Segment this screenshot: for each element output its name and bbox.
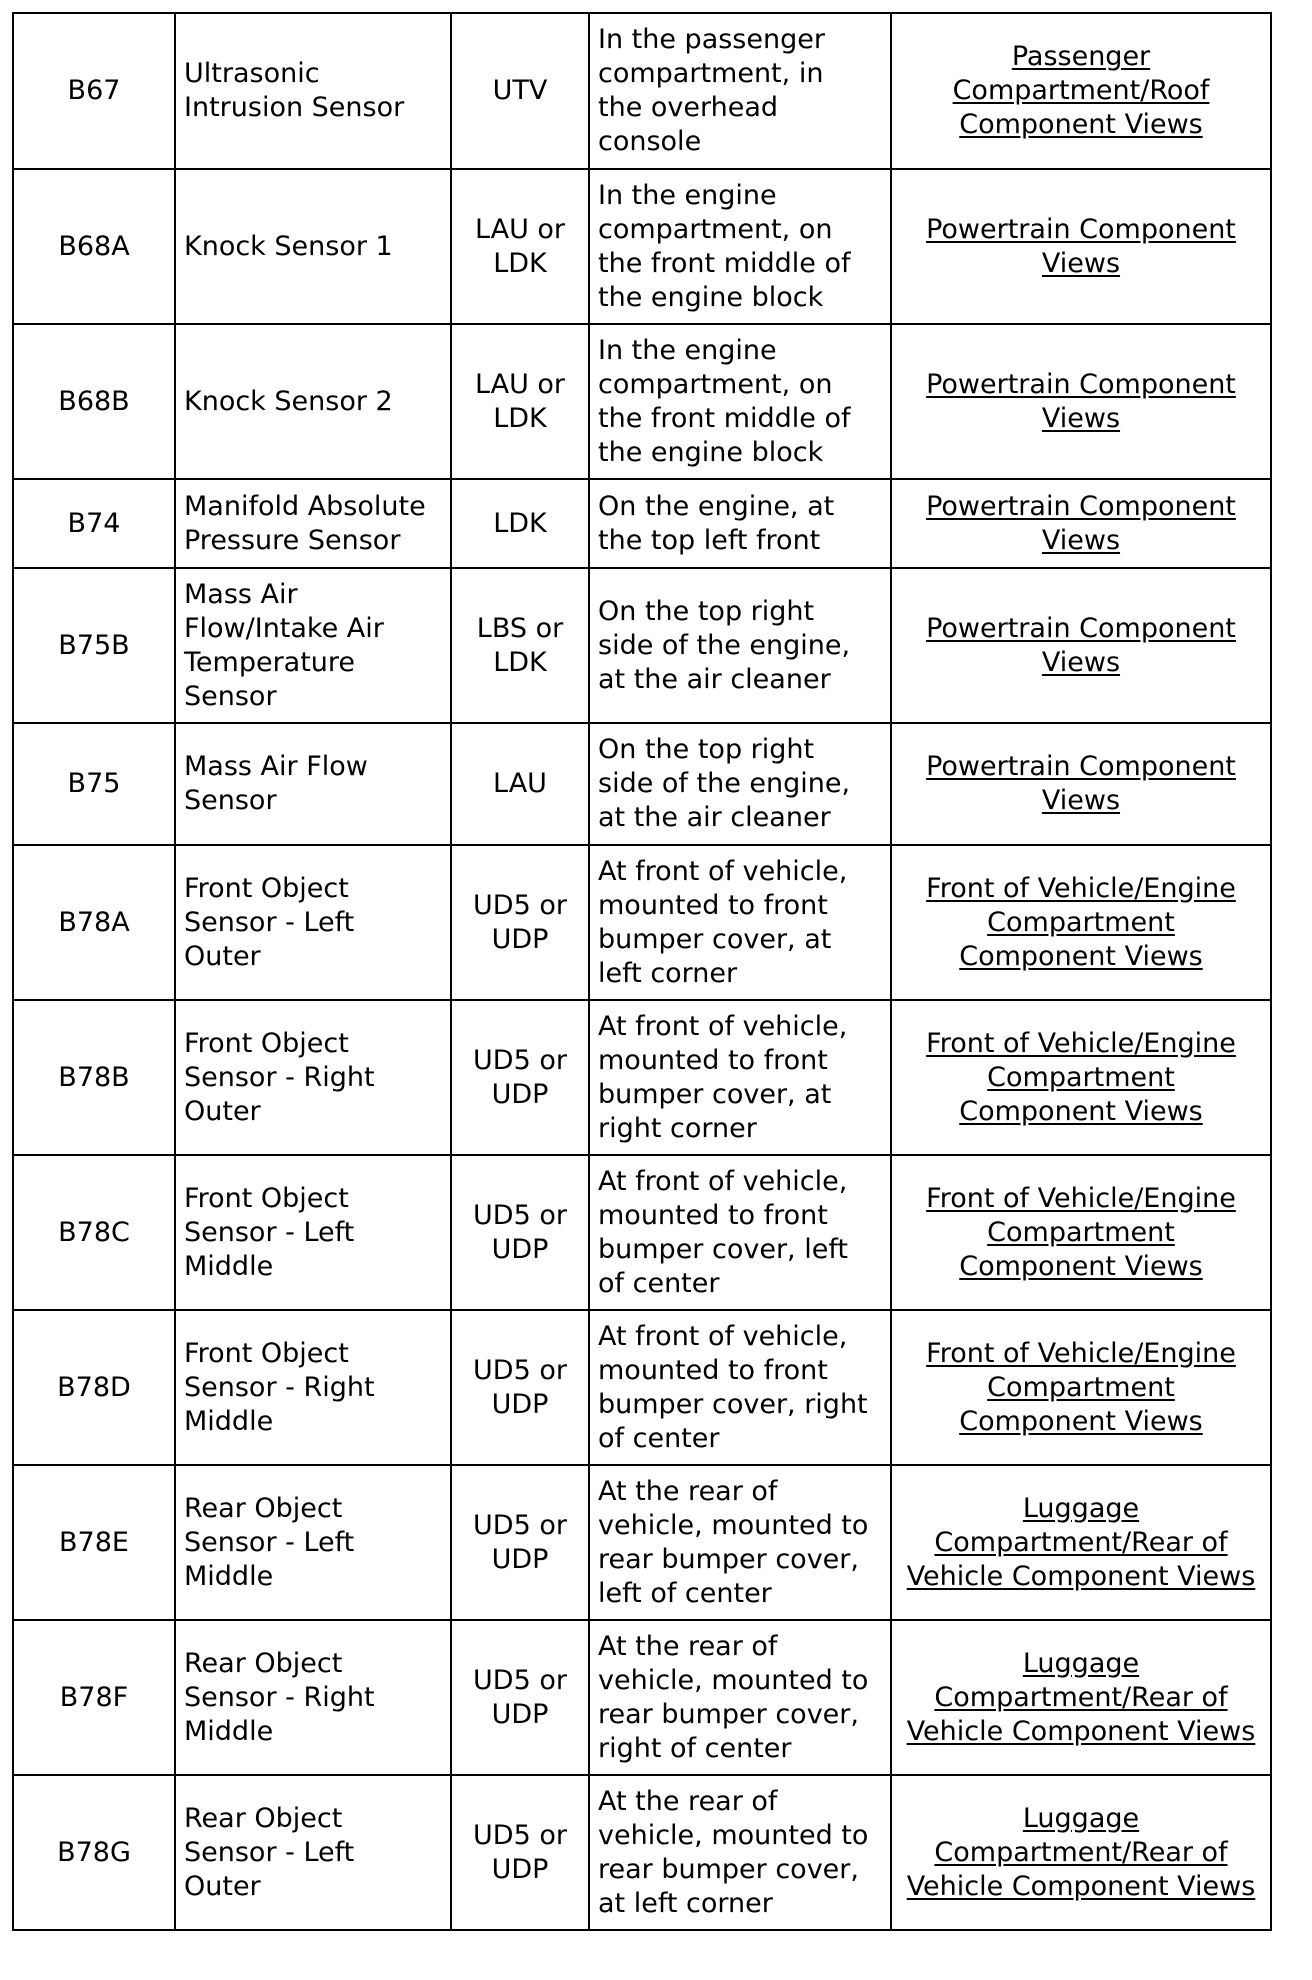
component-view-cell bbox=[891, 1620, 1271, 1775]
component-name-cell bbox=[175, 1775, 451, 1930]
location-cell bbox=[589, 1310, 891, 1465]
component-code-cell bbox=[13, 1465, 175, 1620]
table-row bbox=[13, 169, 1271, 324]
option-code-text: UD5 or UDP bbox=[473, 1354, 567, 1420]
component-code-text: B78D bbox=[57, 1371, 131, 1403]
component-code-text: B68B bbox=[58, 385, 130, 417]
component-code-text: B78G bbox=[57, 1836, 131, 1868]
option-code-cell bbox=[451, 479, 589, 568]
location-cell bbox=[589, 479, 891, 568]
component-view-cell bbox=[891, 479, 1271, 568]
component-code-cell bbox=[13, 1620, 175, 1775]
table-row bbox=[13, 723, 1271, 845]
location-text: On the engine, at the top left front bbox=[598, 490, 835, 556]
location-text: At front of vehicle, mounted to front bumper cover, at left corner bbox=[598, 855, 848, 989]
component-name-text: Front Object Sensor - Left Outer bbox=[184, 872, 355, 972]
option-code-cell bbox=[451, 1310, 589, 1465]
component-view-link[interactable]: Front of Vehicle/Engine Compartment Component Views bbox=[926, 1182, 1236, 1282]
component-name-cell bbox=[175, 845, 451, 1000]
component-code-cell bbox=[13, 568, 175, 723]
option-code-cell bbox=[451, 324, 589, 479]
location-cell bbox=[589, 568, 891, 723]
component-view-link[interactable]: Front of Vehicle/Engine Compartment Component Views bbox=[926, 1027, 1236, 1127]
option-code-text: UD5 or UDP bbox=[473, 1819, 567, 1885]
location-text: In the engine compartment, on the front middle of the engine block bbox=[598, 179, 851, 313]
option-code-text: LAU or LDK bbox=[474, 213, 566, 279]
option-code-text: UD5 or UDP bbox=[473, 1044, 567, 1110]
component-name-cell bbox=[175, 1310, 451, 1465]
component-code-text: B78B bbox=[58, 1061, 130, 1093]
component-name-cell bbox=[175, 169, 451, 324]
component-code-cell bbox=[13, 324, 175, 479]
component-code-cell bbox=[13, 1155, 175, 1310]
component-name-cell bbox=[175, 324, 451, 479]
location-text: At front of vehicle, mounted to front bumper cover, at right corner bbox=[598, 1010, 848, 1144]
component-view-link[interactable]: Powertrain Component Views bbox=[926, 751, 1236, 816]
table-row bbox=[13, 845, 1271, 1000]
component-code-text: B75B bbox=[58, 629, 130, 661]
component-view-link[interactable]: Passenger Compartment/Roof Component Views bbox=[952, 41, 1210, 140]
table-row bbox=[13, 1310, 1271, 1465]
table-row bbox=[13, 1000, 1271, 1155]
location-text: At front of vehicle, mounted to front bumper cover, left of center bbox=[598, 1165, 848, 1299]
component-name-text: Mass Air Flow/Intake Air Temperature Sensor bbox=[184, 578, 384, 712]
location-cell bbox=[589, 1155, 891, 1310]
component-view-link[interactable]: Powertrain Component Views bbox=[926, 612, 1236, 678]
option-code-text: UD5 or UDP bbox=[473, 1664, 567, 1730]
component-view-link[interactable]: Front of Vehicle/Engine Compartment Component Views bbox=[926, 872, 1236, 972]
option-code-cell bbox=[451, 13, 589, 169]
option-code-cell bbox=[451, 1155, 589, 1310]
location-cell bbox=[589, 1620, 891, 1775]
location-text: On the top right side of the engine, at the air cleaner bbox=[598, 734, 851, 833]
table-row bbox=[13, 13, 1271, 169]
table-row bbox=[13, 1620, 1271, 1775]
component-code-cell bbox=[13, 1000, 175, 1155]
component-code-text: B78F bbox=[59, 1681, 129, 1713]
option-code-text: LAU or LDK bbox=[474, 368, 566, 434]
component-name-text: Rear Object Sensor - Left Outer bbox=[184, 1802, 355, 1902]
option-code-text: UD5 or UDP bbox=[473, 1199, 567, 1265]
component-name-text: Front Object Sensor - Right Outer bbox=[184, 1027, 375, 1127]
location-cell bbox=[589, 13, 891, 169]
table-row bbox=[13, 324, 1271, 479]
component-name-text: Ultrasonic Intrusion Sensor bbox=[184, 58, 405, 123]
component-name-cell bbox=[175, 568, 451, 723]
component-view-link[interactable]: Powertrain Component Views bbox=[926, 213, 1236, 279]
location-text: In the passenger compartment, in the overhead console bbox=[598, 24, 825, 157]
component-name-text: Mass Air Flow Sensor bbox=[184, 751, 368, 816]
component-name-cell bbox=[175, 479, 451, 568]
component-name-text: Front Object Sensor - Right Middle bbox=[184, 1337, 375, 1437]
option-code-cell bbox=[451, 1000, 589, 1155]
component-name-text: Knock Sensor 2 bbox=[184, 385, 393, 417]
component-name-cell bbox=[175, 1000, 451, 1155]
component-name-text: Rear Object Sensor - Right Middle bbox=[184, 1647, 375, 1747]
component-code-cell bbox=[13, 1775, 175, 1930]
component-code-cell bbox=[13, 479, 175, 568]
component-name-text: Manifold Absolute Pressure Sensor bbox=[184, 490, 426, 556]
location-cell bbox=[589, 1465, 891, 1620]
location-cell bbox=[589, 845, 891, 1000]
component-view-cell bbox=[891, 1000, 1271, 1155]
option-code-text: UD5 or UDP bbox=[473, 1509, 567, 1575]
table-row bbox=[13, 1155, 1271, 1310]
table-row bbox=[13, 479, 1271, 568]
location-text: At the rear of vehicle, mounted to rear bumper cover, at left corner bbox=[598, 1785, 869, 1919]
option-code-text: LBS or LDK bbox=[476, 612, 564, 678]
option-code-text: UTV bbox=[492, 75, 548, 106]
option-code-cell bbox=[451, 1465, 589, 1620]
location-text: In the engine compartment, on the front middle of the engine block bbox=[598, 334, 851, 468]
option-code-text: LDK bbox=[493, 507, 547, 539]
component-view-cell bbox=[891, 1775, 1271, 1930]
option-code-cell bbox=[451, 1775, 589, 1930]
component-view-link[interactable]: Luggage Compartment/Rear of Vehicle Component Views bbox=[906, 1492, 1256, 1592]
component-code-text: B78A bbox=[58, 906, 130, 938]
component-code-text: B67 bbox=[67, 75, 121, 106]
location-cell bbox=[589, 1000, 891, 1155]
table-body bbox=[13, 13, 1271, 1930]
table-row bbox=[13, 1465, 1271, 1620]
component-code-text: B75 bbox=[67, 768, 121, 799]
location-text: At the rear of vehicle, mounted to rear bumper cover, right of center bbox=[598, 1630, 869, 1764]
component-code-text: B78C bbox=[58, 1216, 130, 1248]
component-code-cell bbox=[13, 723, 175, 845]
option-code-text: UD5 or UDP bbox=[473, 889, 567, 955]
component-code-cell bbox=[13, 13, 175, 169]
component-view-cell bbox=[891, 1155, 1271, 1310]
component-code-cell bbox=[13, 1310, 175, 1465]
location-text: On the top right side of the engine, at the air cleaner bbox=[598, 595, 851, 695]
location-cell bbox=[589, 169, 891, 324]
component-view-link[interactable]: Powertrain Component Views bbox=[926, 368, 1236, 434]
location-cell bbox=[589, 723, 891, 845]
location-text: At the rear of vehicle, mounted to rear bumper cover, left of center bbox=[598, 1475, 869, 1609]
component-view-cell bbox=[891, 723, 1271, 845]
location-cell bbox=[589, 1775, 891, 1930]
component-view-link[interactable]: Front of Vehicle/Engine Compartment Component Views bbox=[926, 1337, 1236, 1437]
component-view-cell bbox=[891, 1465, 1271, 1620]
component-view-cell bbox=[891, 845, 1271, 1000]
component-name-cell bbox=[175, 1155, 451, 1310]
component-code-cell bbox=[13, 169, 175, 324]
component-name-text: Front Object Sensor - Left Middle bbox=[184, 1182, 355, 1282]
option-code-text: LAU bbox=[493, 768, 547, 799]
option-code-cell bbox=[451, 568, 589, 723]
option-code-cell bbox=[451, 723, 589, 845]
component-view-link[interactable]: Luggage Compartment/Rear of Vehicle Component Views bbox=[906, 1647, 1256, 1747]
component-view-cell bbox=[891, 169, 1271, 324]
option-code-cell bbox=[451, 169, 589, 324]
component-locator-table bbox=[12, 12, 1272, 1931]
component-view-cell bbox=[891, 13, 1271, 169]
component-view-cell bbox=[891, 1310, 1271, 1465]
component-code-text: B68A bbox=[58, 230, 130, 262]
component-code-cell bbox=[13, 845, 175, 1000]
component-name-text: Knock Sensor 1 bbox=[184, 230, 393, 262]
component-name-cell bbox=[175, 723, 451, 845]
component-name-text: Rear Object Sensor - Left Middle bbox=[184, 1492, 355, 1592]
option-code-cell bbox=[451, 1620, 589, 1775]
component-name-cell bbox=[175, 1465, 451, 1620]
component-name-cell bbox=[175, 13, 451, 169]
option-code-cell bbox=[451, 845, 589, 1000]
table-row bbox=[13, 1775, 1271, 1930]
component-code-text: B78E bbox=[59, 1526, 129, 1558]
component-view-link[interactable]: Luggage Compartment/Rear of Vehicle Component Views bbox=[906, 1802, 1256, 1902]
component-name-cell bbox=[175, 1620, 451, 1775]
location-cell bbox=[589, 324, 891, 479]
component-view-link[interactable]: Powertrain Component Views bbox=[926, 490, 1236, 556]
component-view-cell bbox=[891, 568, 1271, 723]
component-code-text: B74 bbox=[67, 507, 121, 539]
location-text: At front of vehicle, mounted to front bumper cover, right of center bbox=[598, 1320, 868, 1454]
component-view-cell bbox=[891, 324, 1271, 479]
table-row bbox=[13, 568, 1271, 723]
